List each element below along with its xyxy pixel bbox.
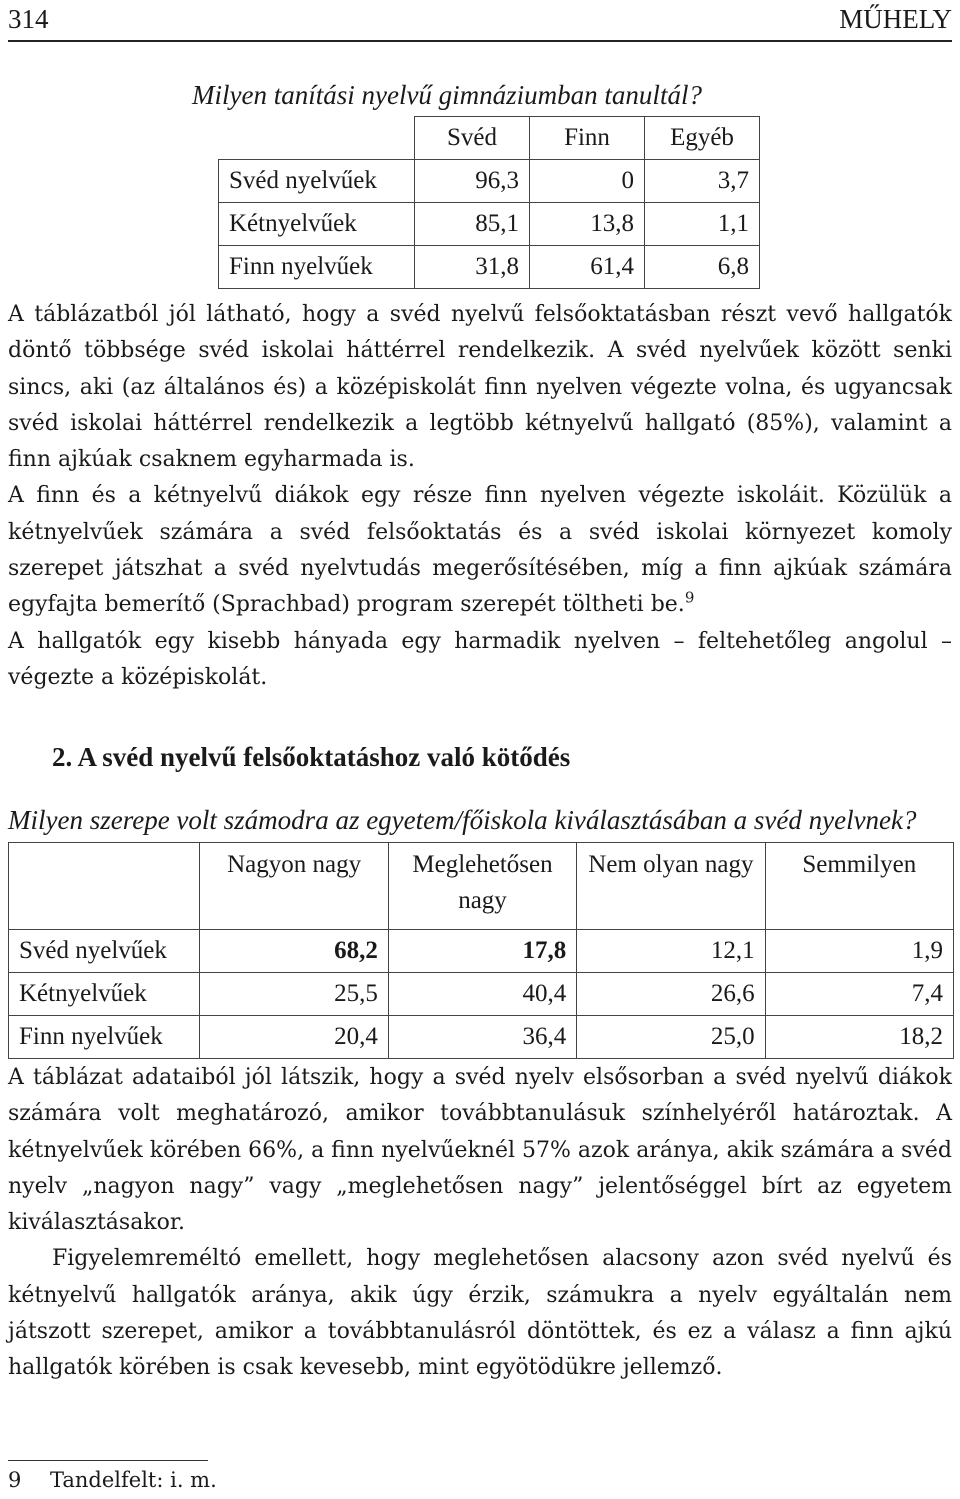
table-cell: 96,3 xyxy=(415,160,530,203)
table-cell: 6,8 xyxy=(645,246,760,289)
column-header: Svéd xyxy=(415,117,530,160)
table-cell: 85,1 xyxy=(415,203,530,246)
page-number: 314 xyxy=(8,4,49,34)
column-header: Semmilyen xyxy=(765,843,953,930)
row-label: Kétnyelvűek xyxy=(219,203,415,246)
table-cell: 36,4 xyxy=(388,1016,576,1059)
column-header: Meglehetősen nagy xyxy=(388,843,576,930)
table-row xyxy=(219,203,760,246)
table-cell: 0 xyxy=(530,160,645,203)
column-header: Nem olyan nagy xyxy=(577,843,765,930)
table-cell: 1,9 xyxy=(765,930,953,973)
table-cell: 18,2 xyxy=(765,1016,953,1059)
section-heading: 2. A svéd nyelvű felsőoktatáshoz való kötődés xyxy=(52,742,571,772)
footnote-text: Tandelfelt: i. m. xyxy=(50,1468,217,1492)
header-rule xyxy=(8,40,952,42)
paragraph-text: A finn és a kétnyelvű diákok egy része finn nyelven végezte iskoláit. Közülük a kétnyelvűek számára a svéd felsőoktatás és a svéd iskolai környezet komoly szerepet játszhat a svéd nyelvtudás megerősítésében, míg a finn ajkúak számára egyfajta bemerítő (Sprachbad) program szerepét töltheti be. xyxy=(8,483,952,618)
question-1: Milyen tanítási nyelvű gimnáziumban tanultál? xyxy=(192,80,702,110)
row-label: Svéd nyelvűek xyxy=(9,930,200,973)
table-cell: 1,1 xyxy=(645,203,760,246)
paragraph: A táblázatból jól látható, hogy a svéd nyelvű felsőoktatásban részt vevő hallgatók döntő többsége svéd iskolai háttérrel rendelkezik. A svéd nyelvűek között senki sincs, aki (az általános és) a középiskolát finn nyelven végezte volna, és ugyancsak svéd iskolai háttérrel rendelkezik a legtöbb kétnyelvű hallgató (85%), valamint a finn ajkúak csaknem egyharmada is. xyxy=(8,302,952,473)
table-cell: 7,4 xyxy=(765,973,953,1016)
table-corner xyxy=(9,843,200,930)
column-header: Nagyon nagy xyxy=(200,843,388,930)
question-2: Milyen szerepe volt számodra az egyetem/főiskola kiválasztásában a svéd nyelvnek? xyxy=(8,805,917,835)
row-label: Svéd nyelvűek xyxy=(219,160,415,203)
table-corner xyxy=(219,117,415,160)
table-row xyxy=(9,973,954,1016)
table-cell: 26,6 xyxy=(577,973,765,1016)
table-row xyxy=(9,1016,954,1059)
table-header-row xyxy=(9,843,954,930)
paragraph xyxy=(8,478,952,623)
body-text-2 xyxy=(8,1060,952,1387)
table-header-row xyxy=(219,117,760,160)
column-header: Egyéb xyxy=(645,117,760,160)
table-cell: 25,0 xyxy=(577,1016,765,1059)
table-cell: 3,7 xyxy=(645,160,760,203)
row-label: Finn nyelvűek xyxy=(9,1016,200,1059)
row-label: Finn nyelvűek xyxy=(219,246,415,289)
paragraph: Figyelemreméltó emellett, hogy meglehetősen alacsony azon svéd nyelvű és kétnyelvű hallgatók aránya, akik úgy érzik, számukra a nyelv egyáltalán nem játszott szerepet, amikor a továbbtanulásról döntöttek, és ez a válasz a finn ajkú hallgatók körében is csak kevesebb, mint egyötödükre jellemző. xyxy=(8,1246,952,1381)
table-cell: 12,1 xyxy=(577,930,765,973)
footnote-number: 9 xyxy=(8,1468,22,1492)
table-language-role xyxy=(8,842,954,1059)
table-cell: 25,5 xyxy=(200,973,388,1016)
table-cell: 20,4 xyxy=(200,1016,388,1059)
column-header: Finn xyxy=(530,117,645,160)
paragraph: A hallgatók egy kisebb hányada egy harmadik nyelven – feltehetőleg angolul – végezte a középiskolát. xyxy=(8,628,952,690)
table-row xyxy=(219,160,760,203)
page-header xyxy=(8,4,952,38)
body-text-1 xyxy=(8,297,952,696)
table-cell: 68,2 xyxy=(200,930,388,973)
row-label: Kétnyelvűek xyxy=(9,973,200,1016)
footnote-rule xyxy=(8,1460,208,1461)
table-cell: 13,8 xyxy=(530,203,645,246)
table-cell: 17,8 xyxy=(388,930,576,973)
footnote-ref: 9 xyxy=(684,589,695,608)
table-school-language xyxy=(218,116,760,289)
table-cell: 61,4 xyxy=(530,246,645,289)
table-cell: 31,8 xyxy=(415,246,530,289)
paragraph: A táblázat adataiból jól látszik, hogy a svéd nyelv elsősorban a svéd nyelvű diákok számára volt meghatározó, amikor továbbtanulásuk színhelyéről határoztak. A kétnyelvűek körében 66%, a finn nyelvűeknél 57% azok aránya, akik számára a svéd nyelv „nagyon nagy” vagy „meglehetősen nagy” jelentőséggel bírt az egyetem kiválasztásakor. xyxy=(8,1065,952,1236)
table-row xyxy=(219,246,760,289)
table-row xyxy=(9,930,954,973)
footnote xyxy=(8,1468,217,1492)
section-title: MŰHELY xyxy=(839,4,952,34)
table-cell: 40,4 xyxy=(388,973,576,1016)
